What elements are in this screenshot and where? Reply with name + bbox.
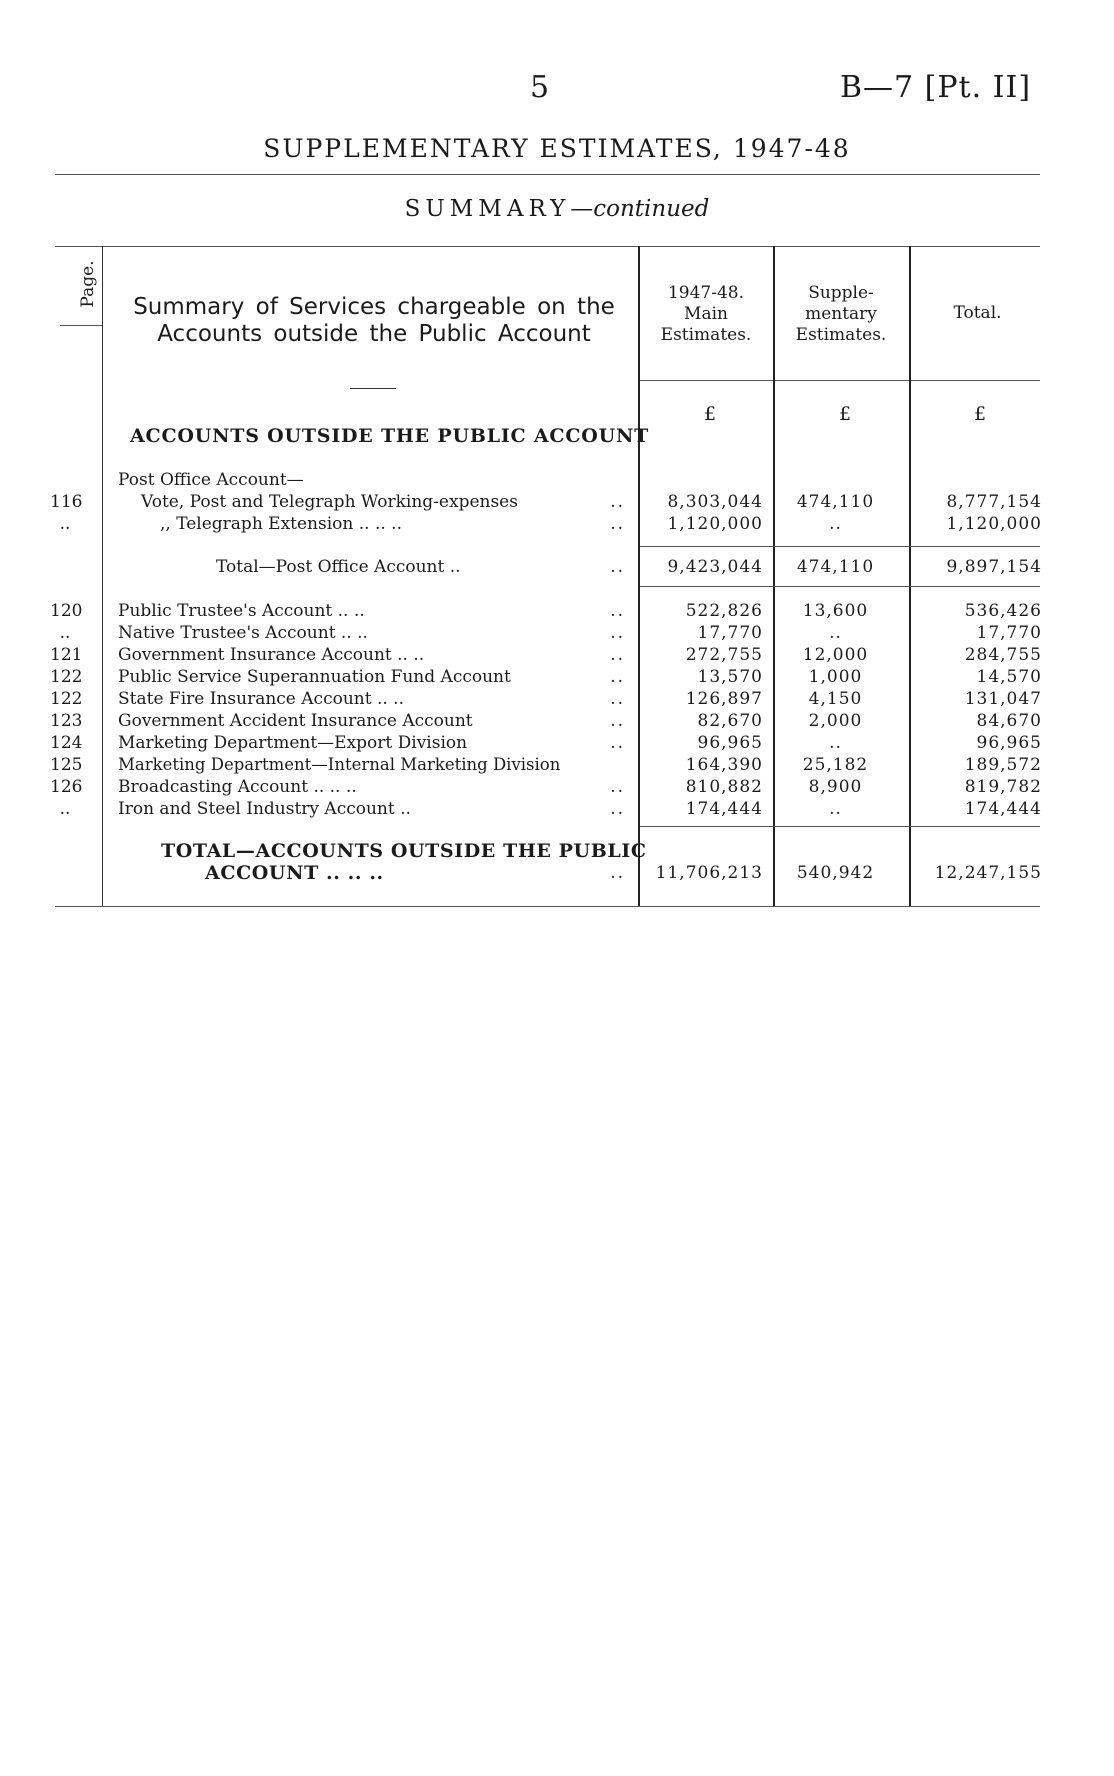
row-main-estimate: 82,670 [697,711,763,731]
row-page: 126 [50,777,83,797]
page-number: 5 [530,70,550,105]
row-label: State Fire Insurance Account .. .. [118,689,404,709]
row-total: 14,570 [976,667,1042,687]
document-reference: B—7 [Pt. II] [840,70,1032,105]
row-supplementary: 12,000 [802,645,869,665]
row-supplementary: 8,900 [808,777,863,797]
row-main-estimate: 126,897 [685,689,763,709]
table-row [0,666,1114,688]
table-bottom-rule [55,906,1040,907]
row-page: 116 [50,492,83,512]
grand-total-label-cont: ACCOUNT .. .. .. [205,862,384,884]
row-page: .. [59,623,71,643]
grand-total-label: TOTAL—ACCOUNTS OUTSIDE THE PUBLIC [161,840,647,862]
row-supplementary: 2,000 [808,711,863,731]
row-supplementary: 474,110 [796,557,875,577]
row-page: 122 [50,667,83,687]
subtotal-rule [640,546,1040,547]
row-dots: .. [610,863,625,883]
row-supplementary: 474,110 [796,492,875,512]
table-row [0,710,1114,732]
row-total: 189,572 [964,755,1042,775]
row-page: 121 [50,645,83,665]
post-office-total-row [0,556,1114,578]
row-dots: .. [610,645,625,665]
row-main-estimate: 13,570 [697,667,763,687]
currency-main: £ [703,403,717,425]
grand-total-supplementary: 540,942 [796,863,875,883]
row-main-estimate: 17,770 [697,623,763,643]
table-row [0,622,1114,644]
page-col-rule [60,325,102,326]
row-label: Iron and Steel Industry Account .. [118,799,411,819]
row-total: 131,047 [964,689,1042,709]
table-row [0,798,1114,820]
currency-supp: £ [838,403,852,425]
row-supplementary: .. [829,733,842,753]
summary-title-dash [350,388,396,389]
row-dots: .. [610,623,625,643]
row-label: Vote, Post and Telegraph Working-expenses [141,492,518,512]
row-dots: .. [610,777,625,797]
row-supplementary: .. [829,799,842,819]
table-row [0,644,1114,666]
table-row [0,513,1114,535]
grand-total-rule [640,826,1040,827]
table-top-rule [55,246,1040,247]
row-label: Broadcasting Account .. .. .. [118,777,357,797]
row-dots: .. [610,689,625,709]
total-header: Total. [953,303,1002,323]
row-main-estimate: 522,826 [685,601,763,621]
row-label: Native Trustee's Account .. .. [118,623,368,643]
row-page: 123 [50,711,83,731]
row-page: .. [59,799,71,819]
row-main-estimate: 8,303,044 [667,492,763,512]
table-row [0,732,1114,754]
page-column-header: Page. [78,260,98,308]
row-dots: .. [610,667,625,687]
header-divider [640,380,1040,381]
row-page: 120 [50,601,83,621]
row-total: 174,444 [964,799,1042,819]
row-label: Marketing Department—Export Division [118,733,468,753]
row-supplementary: 4,150 [808,689,863,709]
row-main-estimate: 174,444 [685,799,763,819]
row-main-estimate: 9,423,044 [667,557,763,577]
row-total: 17,770 [976,623,1042,643]
row-label: Total—Post Office Account .. [216,557,461,577]
row-total: 84,670 [976,711,1042,731]
row-dots: .. [610,601,625,621]
row-label: Public Trustee's Account .. .. [118,601,365,621]
row-total: 536,426 [964,601,1042,621]
currency-total: £ [973,403,987,425]
row-dots: .. [610,799,625,819]
table-row [0,600,1114,622]
row-total: 1,120,000 [946,514,1042,534]
row-dots: .. [610,514,625,534]
main-estimates-header: 1947-48. Main Estimates. [660,283,752,345]
table-row [0,491,1114,513]
row-supplementary: .. [829,623,842,643]
grand-total-main: 11,706,213 [655,863,763,883]
row-dots: .. [610,711,625,731]
title-rule [55,174,1040,175]
row-label: Marketing Department—Internal Marketing Division [118,755,561,774]
summary-column-header: Summary of Services chargeable on the Accounts outside the Public Account [133,294,615,347]
supplementary-estimates-header: Supple- mentary Estimates. [795,283,887,345]
row-label: Government Insurance Account .. .. [118,645,425,665]
table-row [0,754,1114,776]
row-supplementary: 1,000 [808,667,863,687]
row-page: 122 [50,689,83,709]
section-subtitle [0,196,1114,222]
subtitle-suffix: —continued [570,196,710,222]
row-page: .. [59,514,71,534]
post-office-heading-row [0,469,1114,491]
subtitle-main: SUMMARY [404,196,571,222]
row-main-estimate: 810,882 [685,777,763,797]
row-label: Public Service Superannuation Fund Account [118,667,511,687]
row-total: 9,897,154 [946,557,1042,577]
grand-total-total: 12,247,155 [934,863,1042,883]
subtotal-rule-below [640,586,1040,587]
row-dots: .. [610,557,625,577]
page-title: SUPPLEMENTARY ESTIMATES, 1947-48 [263,134,851,163]
table-row [0,776,1114,798]
row-main-estimate: 96,965 [697,733,763,753]
row-total: 819,782 [964,777,1042,797]
section-heading: ACCOUNTS OUTSIDE THE PUBLIC ACCOUNT [130,425,650,447]
row-label: ,, Telegraph Extension .. .. .. [160,514,402,534]
row-page: 124 [50,733,83,753]
post-office-heading: Post Office Account— [118,470,304,490]
row-supplementary: 25,182 [802,755,869,775]
grand-total-row-line1 [0,840,1114,862]
row-main-estimate: 1,120,000 [667,514,763,534]
row-dots: .. [610,492,625,512]
row-total: 96,965 [976,733,1042,753]
row-main-estimate: 164,390 [685,755,763,775]
row-total: 284,755 [964,645,1042,665]
row-total: 8,777,154 [946,492,1042,512]
row-page: 125 [50,755,83,775]
grand-total-row [0,862,1114,884]
row-main-estimate: 272,755 [685,645,763,665]
row-supplementary: .. [829,514,842,534]
row-label: Government Accident Insurance Account [118,711,473,731]
row-dots: .. [610,733,625,753]
table-row [0,688,1114,710]
row-supplementary: 13,600 [802,601,869,621]
